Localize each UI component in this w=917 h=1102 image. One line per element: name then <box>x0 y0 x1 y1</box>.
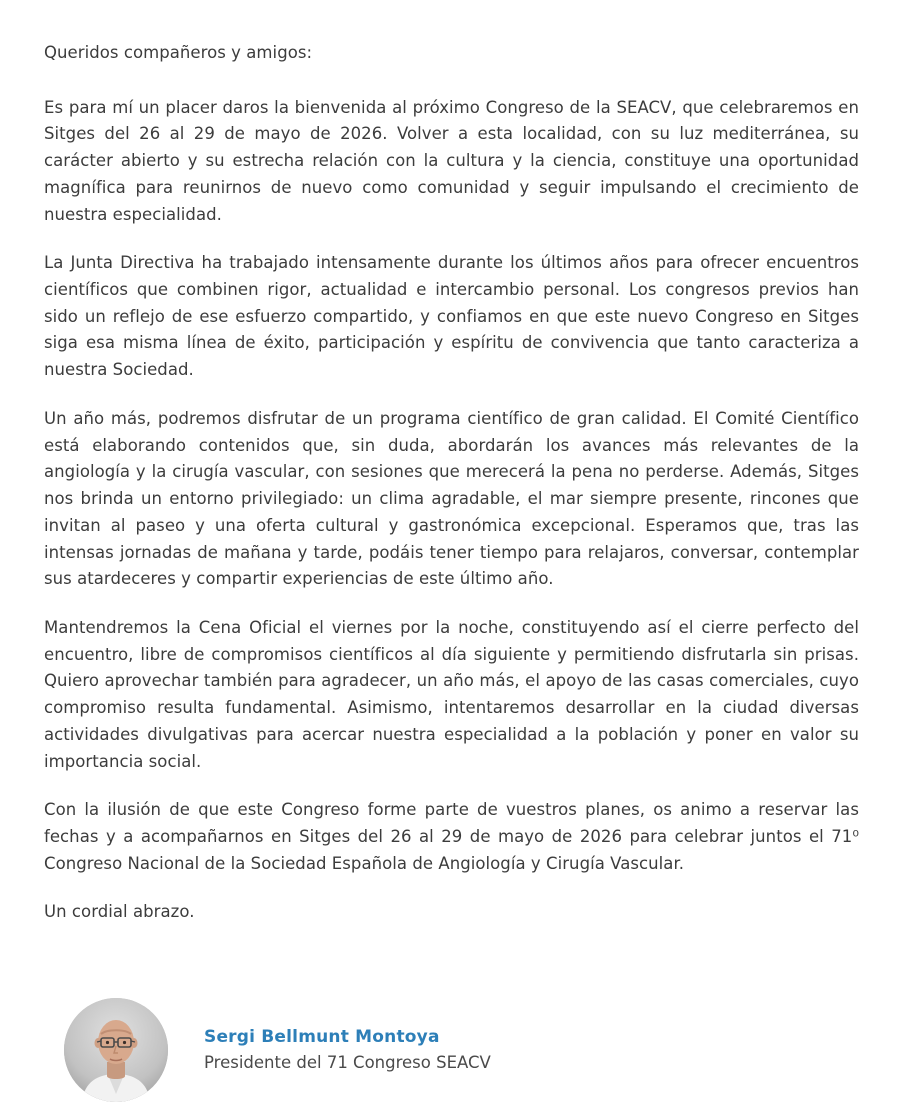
letter-paragraph-2: La Junta Directiva ha trabajado intensamente durante los últimos años para ofrecer encuentros científicos que combinen rigor, actualidad e intercambio personal. Los congresos previos han sido un reflejo de ese esfuerzo compartido, y confiamos en que este nuevo Congreso en Sitges siga esa misma línea de éxito, participación y espíritu de convivencia que tanto caracteriza a nuestra Sociedad. <box>44 253 859 380</box>
letter-paragraph-1: Es para mí un placer daros la bienvenida al próximo Congreso de la SEACV, que celebraremos en Sitges del 26 al 29 de mayo de 2026. Volver a esta localidad, con su luz mediterránea, su carácter abierto y su estrecha relación con la cultura y la ciencia, constituye una oportunidad magnífica para reunirnos de nuevo como comunidad y seguir impulsando el crecimiento de nuestra especialidad. <box>44 97 859 224</box>
signatory-name: Sergi Bellmunt Montoya <box>204 1026 440 1047</box>
letter-closing: Un cordial abrazo. <box>44 902 195 922</box>
signature-text <box>204 1025 491 1076</box>
letter-body <box>44 40 859 926</box>
letter-greeting: Queridos compañeros y amigos: <box>44 43 313 62</box>
signatory-role: Presidente del 71 Congreso SEACV <box>204 1053 491 1073</box>
letter-paragraph-3: Un año más, podremos disfrutar de un programa científico de gran calidad. El Comité Científico está elaborando contenidos que, sin duda, abordarán los avances más relevantes de la angiología y la cirugía vascular, con sesiones que merecerá la pena no perderse. Además, Sitges nos brinda un entorno privilegiado: un clima agradable, el mar siempre presente, rincones que invitan al paseo y una oferta cultural y gastronómica excepcional. Esperamos que, tras las intensas jornadas de mañana y tarde, podáis tener tiempo para relajaros, conversar, contemplar sus atardeceres y compartir experiencias de este último año. <box>44 408 859 589</box>
letter-paragraph-5: Con la ilusión de que este Congreso forme parte de vuestros planes, os animo a reservar las fechas y a acompañarnos en Sitges del 26 al 29 de mayo de 2026 para celebrar juntos el 71⁰ Congreso Nacional de la Sociedad Española de Angiología y Cirugía Vascular. <box>44 800 859 873</box>
letter-paragraph-4: Mantendremos la Cena Oficial el viernes por la noche, constituyendo así el cierre perfecto del encuentro, libre de compromisos científicos al día siguiente y permitiendo disfrutarla sin prisas. Quiero aprovechar también para agradecer, un año más, el apoyo de las casas comerciales, cuyo compromiso resulta fundamental. Asimismo, intentaremos desarrollar en la ciudad diversas actividades divulgativas para acercar nuestra especialidad a la población y poner en valor su importancia social. <box>44 617 859 771</box>
avatar <box>64 998 168 1102</box>
signature-block <box>44 998 859 1102</box>
